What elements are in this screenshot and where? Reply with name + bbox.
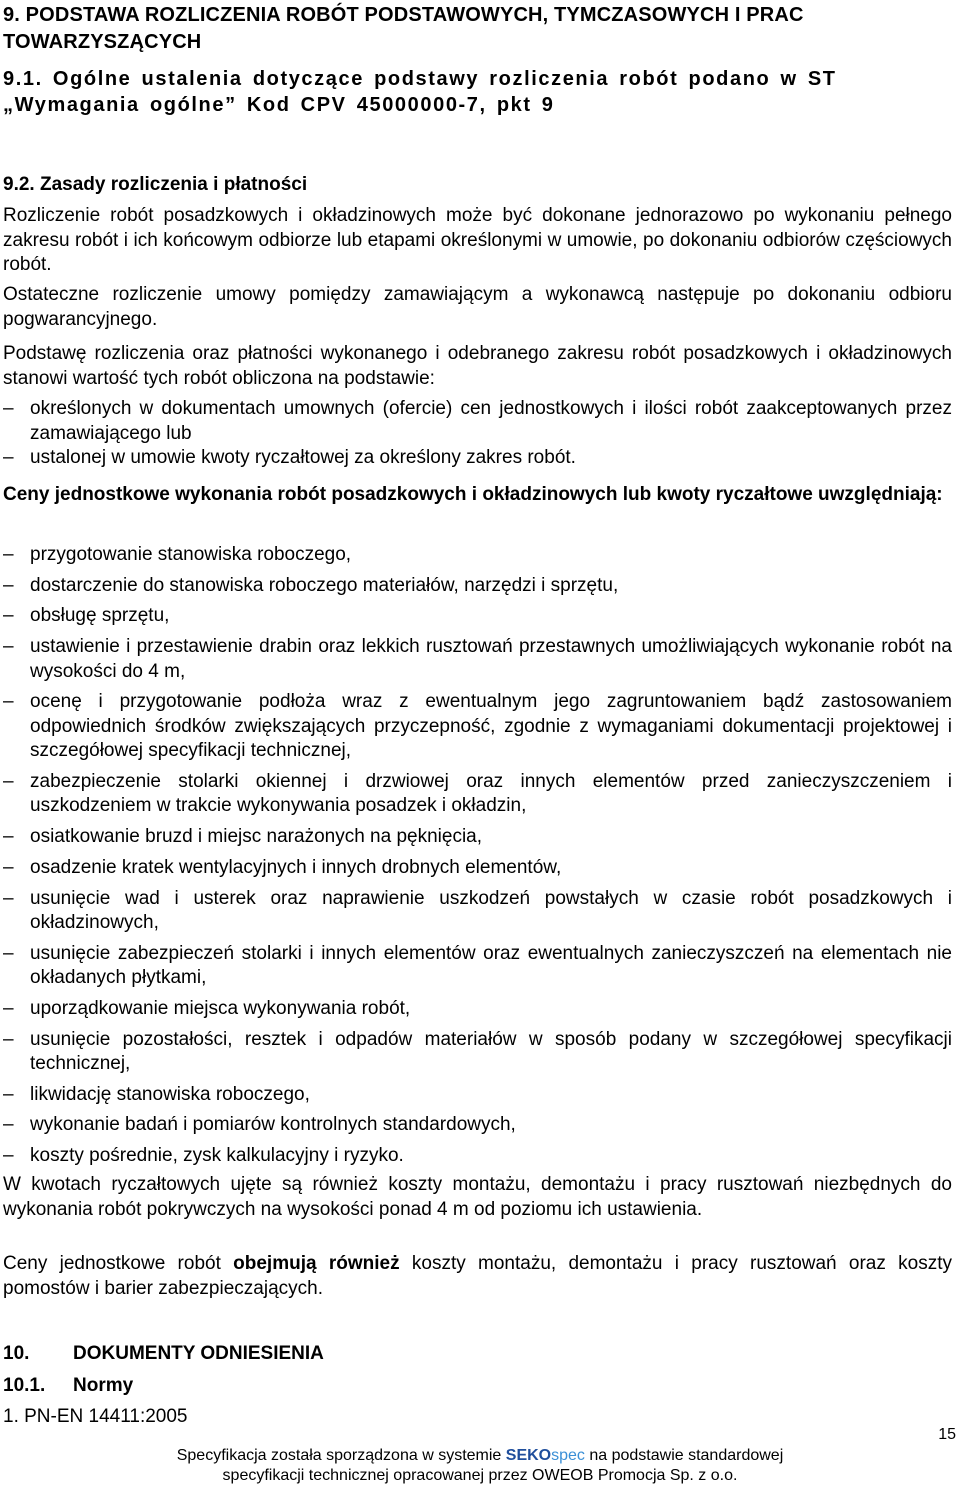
list-item: – uporządkowanie miejsca wykonywania robót, — [3, 997, 952, 1022]
brand-logo-part: SEKO — [505, 1447, 552, 1464]
list-item: – usunięcie pozostałości, resztek i odpadów materiałów w sposób podany w szczegółowej specyfikacji technicznej, — [3, 1028, 952, 1077]
list-item: – likwidację stanowiska roboczego, — [3, 1083, 952, 1108]
section-number: 10. — [3, 1343, 30, 1364]
unit-prices-list — [3, 543, 952, 1175]
section-9-1-heading: 9.1. Ogólne ustalenia dotyczące podstawy rozliczenia robót podano w ST „Wymagania ogólne” Kod CPV 45000000-7, pkt 9 — [3, 68, 837, 116]
section-9-heading: 9. PODSTAWA ROZLICZENIA ROBÓT PODSTAWOWYCH, TYMCZASOWYCH I PRAC TOWARZYSZĄCYCH — [3, 4, 804, 53]
section-9-2-heading: 9.2. Zasady rozliczenia i płatności — [3, 174, 308, 195]
paragraph-text: Ceny jednostkowe robót — [3, 1253, 234, 1274]
list-item: – ustawienie i przestawienie drabin oraz lekkich rusztowań przestawnych umożliwiających wykonanie robót na wysokości do 4 m, — [3, 635, 952, 684]
list-item: – usunięcie wad i usterek oraz naprawienie uszkodzeń powstałych w czasie robót posadzkowych i okładzinowych, — [3, 887, 952, 936]
section-number: 10.1. — [3, 1375, 46, 1396]
paragraph-basis: Podstawę rozliczenia oraz płatności wykonanego i odebranego zakresu robót posadzkowych i okładzinowych stanowi wartość tych robót obliczona na podstawie: — [3, 343, 952, 389]
section-10-heading — [3, 1340, 952, 1367]
footer-text: Specyfikacja została sporządzona w systemie — [176, 1447, 506, 1464]
section-title: Normy — [73, 1375, 134, 1396]
list-item: – koszty pośrednie, zysk kalkulacyjny i ryzyko. — [3, 1144, 952, 1169]
list-item: – przygotowanie stanowiska roboczego, — [3, 543, 952, 568]
footer-line-1 — [0, 1446, 960, 1466]
paragraph-text: koszty montażu, demontażu i pracy rusztowań oraz koszty pomostów i barier zabezpieczających. — [3, 1253, 952, 1299]
footer-line-2: specyfikacji technicznej opracowanej przez OWEOB Promocja Sp. z o.o. — [222, 1467, 738, 1484]
list-item: – obsługę sprzętu, — [3, 604, 952, 629]
brand-logo-part: spec — [551, 1447, 585, 1464]
list-item: – zabezpieczenie stolarki okiennej i drzwiowej oraz innych elementów przed zanieczyszczeniem i uszkodzeniem w trakcie wykonywania posadzek i okładzin, — [3, 770, 952, 819]
list-item: – wykonanie badań i pomiarów kontrolnych standardowych, — [3, 1113, 952, 1138]
section-10-1-heading — [3, 1372, 952, 1399]
standard-item: 1. PN-EN 14411:2005 — [3, 1406, 188, 1427]
page-footer — [0, 1446, 960, 1486]
list-item: – ocenę i przygotowanie podłoża wraz z ewentualnym jego zagruntowaniem bądź zastosowaniem odpowiednich środków zwiększających przyczepność, zgodnie z wymaganiami dokumentacji projektowej i szczegółowej specyfikacji technicznej, — [3, 690, 952, 764]
list-item: – osadzenie kratek wentylacyjnych i innych drobnych elementów, — [3, 856, 952, 881]
list-item: – ustalonej w umowie kwoty ryczałtowej za określony zakres robót. — [3, 446, 952, 471]
footer-text: na podstawie standardowej — [584, 1447, 784, 1464]
list-item: – usunięcie zabezpieczeń stolarki i innych elementów oraz ewentualnych zanieczyszczeń na elementach nie okładanych płytkami, — [3, 942, 952, 991]
paragraph-final-settlement: Ostateczne rozliczenie umowy pomiędzy zamawiającym a wykonawcą następuje po dokonaniu odbioru pogwarancyjnego. — [3, 284, 952, 330]
paragraph-unit-prices-include — [3, 1252, 952, 1301]
section-title: DOKUMENTY ODNIESIENIA — [73, 1343, 324, 1364]
basis-list — [3, 397, 952, 471]
list-item: – określonych w dokumentach umownych (ofercie) cen jednostkowych i ilości robót zaakceptowanych przez zamawiającego lub — [3, 397, 952, 446]
bold-paragraph-unit-prices: Ceny jednostkowe wykonania robót posadzkowych i okładzinowych lub kwoty ryczałtowe uwzględniają: — [3, 484, 943, 505]
page-number: 15 — [938, 1426, 956, 1443]
paragraph-lump-sum: W kwotach ryczałtowych ujęte są również koszty montażu, demontażu i pracy rusztowań niezbędnych do wykonania robót pokrywczych na wysokości ponad 4 m od poziomu ich ustawienia. — [3, 1174, 952, 1220]
list-item: – dostarczenie do stanowiska roboczego materiałów, narzędzi i sprzętu, — [3, 574, 952, 599]
list-item: – osiatkowanie bruzd i miejsc narażonych na pęknięcia, — [3, 825, 952, 850]
bold-emphasis: obejmują również — [233, 1253, 400, 1274]
paragraph-settlement: Rozliczenie robót posadzkowych i okładzinowych może być dokonane jednorazowo po wykonaniu pełnego zakresu robót i ich końcowym odbiorze lub etapami określonymi w umowie, po dokonaniu odbiorów częściowych robót. — [3, 205, 952, 275]
